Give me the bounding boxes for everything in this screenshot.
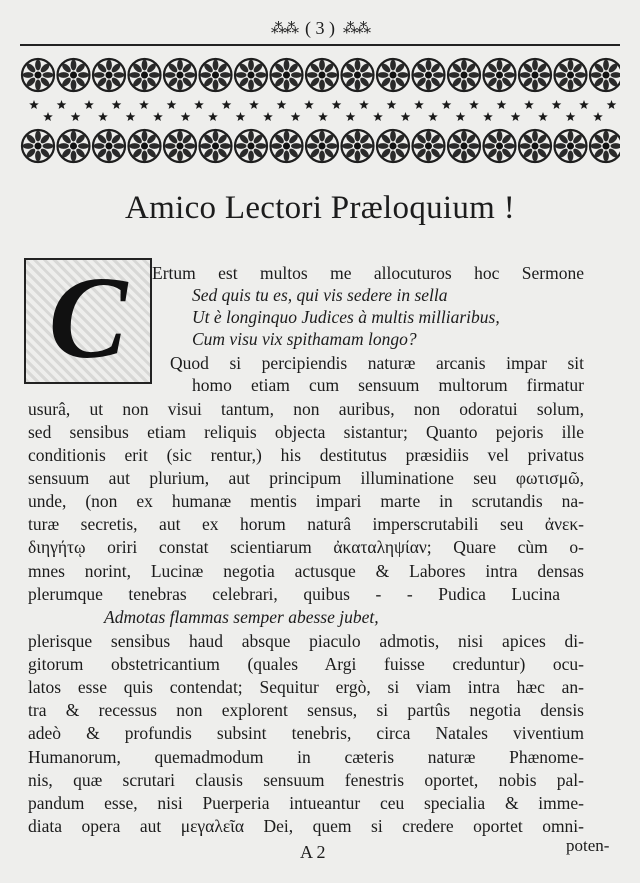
- text-line: gitorum obstetricantium (quales Argi fuisse creduntur) ocu-: [28, 654, 584, 674]
- floral-ornament-band-bottom: [20, 124, 620, 168]
- text-line: διηγήτῳ oriri constat scientiarum ἀκαταληψίαν; Quare cùm o-: [28, 537, 584, 557]
- decorated-initial-letter: C: [48, 252, 128, 383]
- text-line: tra & recessus non explorent sensus, si partûs negotia densis: [28, 700, 584, 720]
- text-line: conditionis erit (sic rentur,) his destitutus præsidiis vel privatus: [28, 445, 584, 465]
- text-line: Sed quis tu es, qui vis sedere in sella: [192, 285, 448, 305]
- decorated-initial: [24, 252, 152, 384]
- text-line: usurâ, ut non visui tantum, non auribus, non odoratui solum,: [28, 399, 584, 419]
- text-line: mnes norint, Lucinæ negotia actusque & Labores intra densas: [28, 561, 584, 581]
- text-line: Ut è longinquo Judices à multis milliaribus,: [192, 307, 500, 327]
- text-line: plerumque tenebras celebrari, quibus - - Pudica Lucina: [28, 584, 560, 604]
- text-line: homo etiam cum sensuum multorum firmatur: [192, 375, 584, 395]
- top-rule: [20, 44, 620, 46]
- star-ornament-band: [20, 96, 620, 124]
- text-line: turæ secretis, aut ex horum naturâ imperscrutabili seu ἀνεκ-: [28, 514, 584, 534]
- text-line: Ertum est multos me allocuturos hoc Sermone: [152, 263, 584, 283]
- text-line: pandum esse, nisi Puerperia intueantur ceu specialia & imme-: [28, 793, 584, 813]
- text-line: Humanorum, quemadmodum in cæteris naturæ Phænome-: [28, 747, 584, 767]
- text-line: unde, (non ex humanæ mentis impari marte in scrutandis na-: [28, 491, 584, 511]
- text-line: Admotas flammas semper abesse jubet,: [104, 607, 379, 627]
- floral-ornament-band-top: [20, 54, 620, 96]
- text-line: diata opera aut μεγαλεῖα Dei, quem si credere oportet omni-: [28, 816, 584, 836]
- text-line: nis, quæ scrutari clausis sensuum fenestris oportet, nobis pal-: [28, 770, 584, 790]
- text-line: Cum visu vix spithamam longo?: [192, 329, 417, 349]
- text-line: plerisque sensibus haud absque piaculo admotis, nisi apices di-: [28, 631, 584, 651]
- header-ornament-left: ⁂⁂: [271, 20, 297, 37]
- header-ornament-right: ⁂⁂: [343, 20, 369, 37]
- text-line: sed sensibus etiam reliquis objecta sistantur; Quanto pejoris ille: [28, 422, 584, 442]
- page-header: [0, 16, 640, 40]
- page-number: ( 3 ): [305, 17, 335, 38]
- catchword: poten-: [566, 836, 610, 855]
- page-title: Amico Lectori Præloquium !: [125, 190, 515, 226]
- text-line: sensuum aut plurium, aut principum illuminatione seu φωτισμῶ,: [28, 468, 584, 488]
- text-line: adeò & profundis subsint tenebris, circa Natales viventium: [28, 723, 584, 743]
- text-line: latos esse quis contendat; Sequitur ergò, si viam intra hæc an-: [28, 677, 584, 697]
- text-line: Quod si percipiendis naturæ arcanis impar sit: [170, 353, 584, 373]
- signature-mark: A 2: [300, 842, 326, 862]
